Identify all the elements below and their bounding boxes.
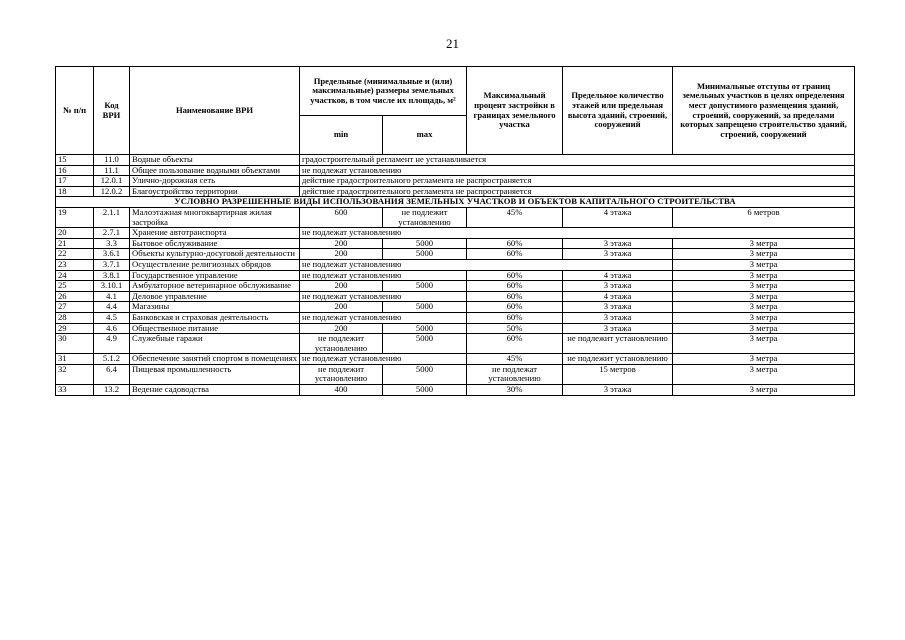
row-num: 28 bbox=[56, 312, 94, 323]
table-row bbox=[56, 165, 855, 176]
header-max-percent: Максимальный процент застройки в границах земельного участка bbox=[467, 67, 563, 155]
table-row bbox=[56, 291, 855, 302]
row-num: 27 bbox=[56, 302, 94, 313]
row-name: Деловое управление bbox=[130, 291, 300, 302]
row-percent: 45% bbox=[467, 207, 563, 227]
table-row bbox=[56, 249, 855, 260]
row-percent: 60% bbox=[467, 238, 563, 249]
row-setback: 3 метра bbox=[673, 334, 855, 354]
row-merged-value: градостроительный регламент не устанавливается bbox=[300, 155, 855, 166]
row-name: Ведение садоводства bbox=[130, 385, 300, 396]
row-name: Обеспечение занятий спортом в помещениях bbox=[130, 354, 300, 365]
row-percent: 30% bbox=[467, 385, 563, 396]
row-code: 3.7.1 bbox=[94, 259, 130, 270]
row-min: 200 bbox=[300, 323, 383, 334]
row-setback: 3 метра bbox=[673, 364, 855, 384]
row-code: 2.7.1 bbox=[94, 228, 130, 239]
row-num: 23 bbox=[56, 259, 94, 270]
row-max: 5000 bbox=[383, 249, 467, 260]
row-num: 21 bbox=[56, 238, 94, 249]
row-percent: 60% bbox=[467, 270, 563, 281]
row-percent: 50% bbox=[467, 323, 563, 334]
row-merged-area: не подлежат установлению bbox=[300, 312, 467, 323]
row-percent: 60% bbox=[467, 291, 563, 302]
row-min: 200 bbox=[300, 302, 383, 313]
row-setback: 3 метра bbox=[673, 385, 855, 396]
row-floors: 3 этажа bbox=[563, 323, 673, 334]
row-code: 3.6.1 bbox=[94, 249, 130, 260]
row-percent: 45% bbox=[467, 354, 563, 365]
row-name: Государственное управление bbox=[130, 270, 300, 281]
row-floors: 3 этажа bbox=[563, 385, 673, 396]
row-merged-value: действие градостроительного регламента не распространяется bbox=[300, 186, 855, 197]
header-area-limits: Предельные (минимальные и (или) максимальные) размеры земельных участков, в том числе их площадь, м² bbox=[300, 67, 467, 116]
row-name: Объекты культурно-досуговой деятельности bbox=[130, 249, 300, 260]
row-merged-area: не подлежат установлению bbox=[300, 291, 467, 302]
row-code: 3.10.1 bbox=[94, 281, 130, 292]
row-floors: 4 этажа bbox=[563, 270, 673, 281]
row-floors: 3 этажа bbox=[563, 312, 673, 323]
row-merged-value: не подлежат установлению bbox=[300, 165, 855, 176]
row-percent: 60% bbox=[467, 312, 563, 323]
header-max: max bbox=[383, 116, 467, 155]
row-code: 3.3 bbox=[94, 238, 130, 249]
table-row bbox=[56, 334, 855, 354]
row-setback: 3 метра bbox=[673, 259, 855, 270]
row-num: 24 bbox=[56, 270, 94, 281]
table-row bbox=[56, 155, 855, 166]
row-floors: 3 этажа bbox=[563, 302, 673, 313]
row-percent: 60% bbox=[467, 249, 563, 260]
section-row bbox=[56, 197, 855, 208]
row-setback: 3 метра bbox=[673, 291, 855, 302]
table-row bbox=[56, 186, 855, 197]
row-code: 4.1 bbox=[94, 291, 130, 302]
row-code: 12.0.1 bbox=[94, 176, 130, 187]
row-merged-value: действие градостроительного регламента не распространяется bbox=[300, 176, 855, 187]
row-name: Малоэтажная многоквартирная жилая застройка bbox=[130, 207, 300, 227]
table-row bbox=[56, 176, 855, 187]
row-code: 11.1 bbox=[94, 165, 130, 176]
row-merged-area: не подлежат установлению bbox=[300, 354, 467, 365]
row-setback: 6 метров bbox=[673, 207, 855, 227]
row-name: Пищевая промышленность bbox=[130, 364, 300, 384]
table-row bbox=[56, 238, 855, 249]
row-min: 400 bbox=[300, 385, 383, 396]
row-name: Магазины bbox=[130, 302, 300, 313]
header-num: № п/п bbox=[56, 67, 94, 155]
row-setback: 3 метра bbox=[673, 249, 855, 260]
row-percent: 60% bbox=[467, 281, 563, 292]
row-merged-area: не подлежат установлению bbox=[300, 270, 467, 281]
row-floors: 4 этажа bbox=[563, 291, 673, 302]
row-min: не подлежит установлению bbox=[300, 364, 383, 384]
table-row bbox=[56, 302, 855, 313]
row-num: 15 bbox=[56, 155, 94, 166]
row-code: 4.4 bbox=[94, 302, 130, 313]
row-code: 6.4 bbox=[94, 364, 130, 384]
row-min: 600 bbox=[300, 207, 383, 227]
table-row bbox=[56, 270, 855, 281]
row-num: 29 bbox=[56, 323, 94, 334]
row-code: 5.1.2 bbox=[94, 354, 130, 365]
row-code: 13.2 bbox=[94, 385, 130, 396]
row-max: 5000 bbox=[383, 385, 467, 396]
row-num: 18 bbox=[56, 186, 94, 197]
row-num: 33 bbox=[56, 385, 94, 396]
row-code: 11.0 bbox=[94, 155, 130, 166]
row-merged-value: не подлежат установлению bbox=[300, 259, 673, 270]
table-row bbox=[56, 364, 855, 384]
row-num: 19 bbox=[56, 207, 94, 227]
page-number: 21 bbox=[446, 36, 459, 51]
row-floors: не подлежит установлению bbox=[563, 354, 673, 365]
table-row bbox=[56, 323, 855, 334]
row-min: 200 bbox=[300, 249, 383, 260]
section-title: УСЛОВНО РАЗРЕШЕННЫЕ ВИДЫ ИСПОЛЬЗОВАНИЯ ЗЕМЕЛЬНЫХ УЧАСТКОВ И ОБЪЕКТОВ КАПИТАЛЬНОГО СТРОИТЕЛЬСТВА bbox=[56, 197, 855, 208]
row-name: Хранение автотранспорта bbox=[130, 228, 300, 239]
row-max: 5000 bbox=[383, 323, 467, 334]
header-name: Наименование ВРИ bbox=[130, 67, 300, 155]
row-percent: 60% bbox=[467, 334, 563, 354]
row-name: Амбулаторное ветеринарное обслуживание bbox=[130, 281, 300, 292]
table-row bbox=[56, 312, 855, 323]
row-name: Благоустройство территории bbox=[130, 186, 300, 197]
row-name: Водные объекты bbox=[130, 155, 300, 166]
row-floors: 3 этажа bbox=[563, 238, 673, 249]
row-floors: 3 этажа bbox=[563, 249, 673, 260]
table-row bbox=[56, 259, 855, 270]
row-setback: 3 метра bbox=[673, 323, 855, 334]
row-num: 20 bbox=[56, 228, 94, 239]
land-use-regulations-table bbox=[55, 66, 855, 396]
row-max: 5000 bbox=[383, 238, 467, 249]
table-row bbox=[56, 207, 855, 227]
header-min-setbacks: Минимальные отступы от границ земельных участков в целях определения мест допустимого размещения зданий, строений, сооружений, за пределами которых запрещено строительство зданий, строений, сооружений bbox=[673, 67, 855, 155]
header-code: Код ВРИ bbox=[94, 67, 130, 155]
table-body bbox=[56, 155, 855, 396]
row-floors: не подлежит установлению bbox=[563, 334, 673, 354]
row-num: 22 bbox=[56, 249, 94, 260]
row-setback: 3 метра bbox=[673, 281, 855, 292]
row-num: 16 bbox=[56, 165, 94, 176]
row-min: 200 bbox=[300, 238, 383, 249]
row-code: 12.0.2 bbox=[94, 186, 130, 197]
row-floors: 15 метров bbox=[563, 364, 673, 384]
row-num: 17 bbox=[56, 176, 94, 187]
row-setback: 3 метра bbox=[673, 354, 855, 365]
row-code: 3.8.1 bbox=[94, 270, 130, 281]
row-name: Общественное питание bbox=[130, 323, 300, 334]
row-percent: не подлежат установлению bbox=[467, 364, 563, 384]
row-num: 32 bbox=[56, 364, 94, 384]
row-code: 4.6 bbox=[94, 323, 130, 334]
row-num: 25 bbox=[56, 281, 94, 292]
row-num: 30 bbox=[56, 334, 94, 354]
row-setback: 3 метра bbox=[673, 238, 855, 249]
row-setback: 3 метра bbox=[673, 270, 855, 281]
table-row bbox=[56, 385, 855, 396]
row-merged-value: не подлежат установлению bbox=[300, 228, 855, 239]
row-name: Бытовое обслуживание bbox=[130, 238, 300, 249]
row-max: 5000 bbox=[383, 281, 467, 292]
row-code: 2.1.1 bbox=[94, 207, 130, 227]
row-name: Общее пользование водными объектами bbox=[130, 165, 300, 176]
row-setback: 3 метра bbox=[673, 312, 855, 323]
row-min: 200 bbox=[300, 281, 383, 292]
table-row bbox=[56, 281, 855, 292]
row-max: 5000 bbox=[383, 334, 467, 354]
header-min: min bbox=[300, 116, 383, 155]
row-floors: 4 этажа bbox=[563, 207, 673, 227]
row-num: 26 bbox=[56, 291, 94, 302]
row-code: 4.9 bbox=[94, 334, 130, 354]
table-row bbox=[56, 228, 855, 239]
row-floors: 3 этажа bbox=[563, 281, 673, 292]
row-max: 5000 bbox=[383, 364, 467, 384]
row-max: 5000 bbox=[383, 302, 467, 313]
row-num: 31 bbox=[56, 354, 94, 365]
row-max: не подлежит установлению bbox=[383, 207, 467, 227]
row-name: Служебные гаражи bbox=[130, 334, 300, 354]
row-name: Улично-дорожная сеть bbox=[130, 176, 300, 187]
row-name: Банковская и страховая деятельность bbox=[130, 312, 300, 323]
row-percent: 60% bbox=[467, 302, 563, 313]
row-name: Осуществление религиозных обрядов bbox=[130, 259, 300, 270]
header-max-floors: Предельное количество этажей или предельная высота зданий, строений, сооружений bbox=[563, 67, 673, 155]
row-min: не подлежит установлению bbox=[300, 334, 383, 354]
row-code: 4.5 bbox=[94, 312, 130, 323]
table-row bbox=[56, 354, 855, 365]
row-setback: 3 метра bbox=[673, 302, 855, 313]
